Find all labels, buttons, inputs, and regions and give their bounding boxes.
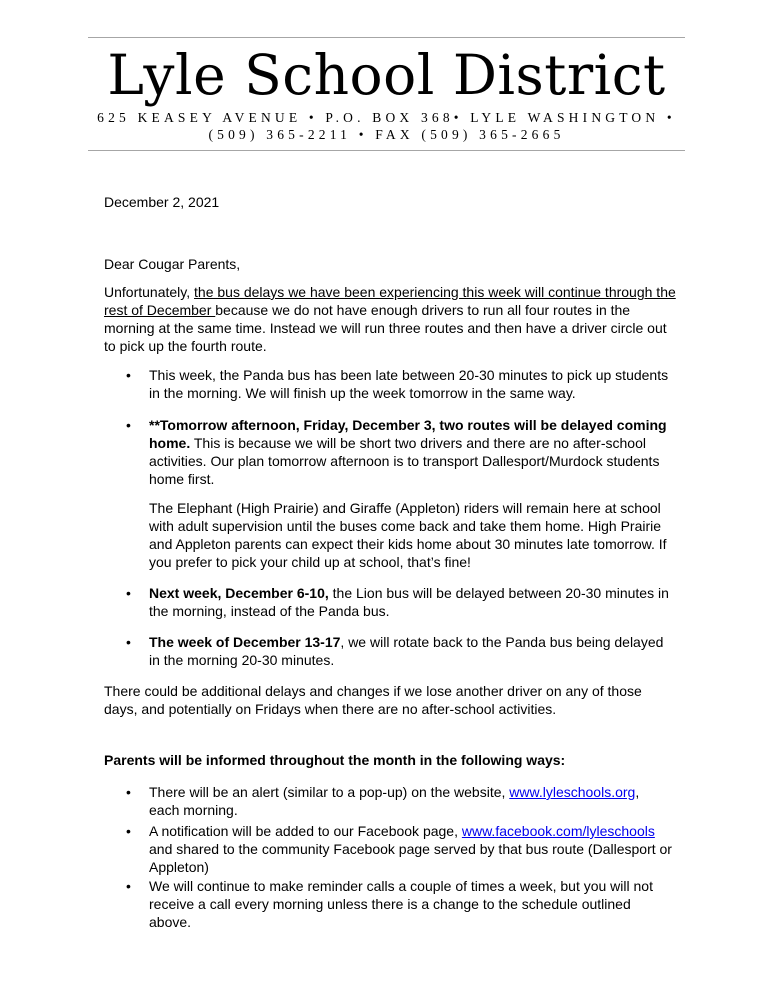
bullet-icon: • [126,417,131,433]
header-bottom-rule [88,150,685,151]
header-top-rule [88,37,685,38]
address-line-1: 625 KEASEY AVENUE • P.O. BOX 368• LYLE WASHINGTON • [97,110,676,125]
bullet-item: The week of December 13-17, we will rotate back to the Panda bus being delayed in the morning 20-30 minutes. [149,634,664,668]
bullet-item: **Tomorrow afternoon, Friday, December 3, two routes will be delayed coming home. This is because we will be short two drivers and there are no after-school activities. Our plan tomorrow afternoon is to transport Dallesport/Murdock students home first. [149,417,667,487]
inform-item: We will continue to make reminder calls a couple of times a week, but you will not receive a call every morning unless there is a change to the schedule outlined above. [149,878,653,930]
intro-after: because we do not have enough drivers to run all four routes in the morning at the same time. Instead we will run three routes and then have a driver circle out to pick up the fourth route. [104,302,667,354]
additional-delays-paragraph: There could be additional delays and changes if we lose another driver on any of those days, and potentially on Fridays when there are no after-school activities. [104,683,642,717]
inform-item: There will be an alert (similar to a pop-up) on the website, www.lyleschools.org, each morning. [149,784,640,818]
bullet-icon: • [126,784,131,800]
bullet-item: This week, the Panda bus has been late between 20-30 minutes to pick up students in the morning. We will finish up the week tomorrow in the same way. [149,367,669,401]
salutation: Dear Cougar Parents, [104,256,241,272]
bullet-item: Next week, December 6-10, the Lion bus will be delayed between 20-30 minutes in the morning, instead of the Panda bus. [149,585,669,619]
bullet-icon: • [126,634,131,650]
address-line-2: (509) 365-2211 • FAX (509) 365-2665 [208,127,565,142]
website-link[interactable]: www.lyleschools.org [509,784,636,800]
inform-heading: Parents will be informed throughout the month in the following ways: [104,752,566,768]
bullet-followup-paragraph: The Elephant (High Prairie) and Giraffe (Appleton) riders will remain here at school with adult supervision until the buses come back and take them home. High Prairie and Appleton parents can expect their kids home about 30 minutes late tomorrow. If you prefer to pick your child up at school, that’s fine! [149,500,667,570]
bullet-icon: • [126,878,131,894]
bullet-icon: • [126,367,131,383]
letter-date: December 2, 2021 [104,194,220,210]
intro-underlined: the bus delays we have been experiencing this week will continue through the rest of December [104,284,676,318]
district-title: Lyle School District [107,43,666,107]
intro-before: Unfortunately, [104,284,195,300]
facebook-link[interactable]: www.facebook.com/lyleschools [461,823,655,839]
intro-paragraph [104,283,676,355]
bullet-icon: • [126,585,131,601]
inform-item: A notification will be added to our Facebook page, www.facebook.com/lyleschools and shared to the community Facebook page served by that bus route (Dallesport or Appleton) [149,823,672,875]
bullet-icon: • [126,823,131,839]
